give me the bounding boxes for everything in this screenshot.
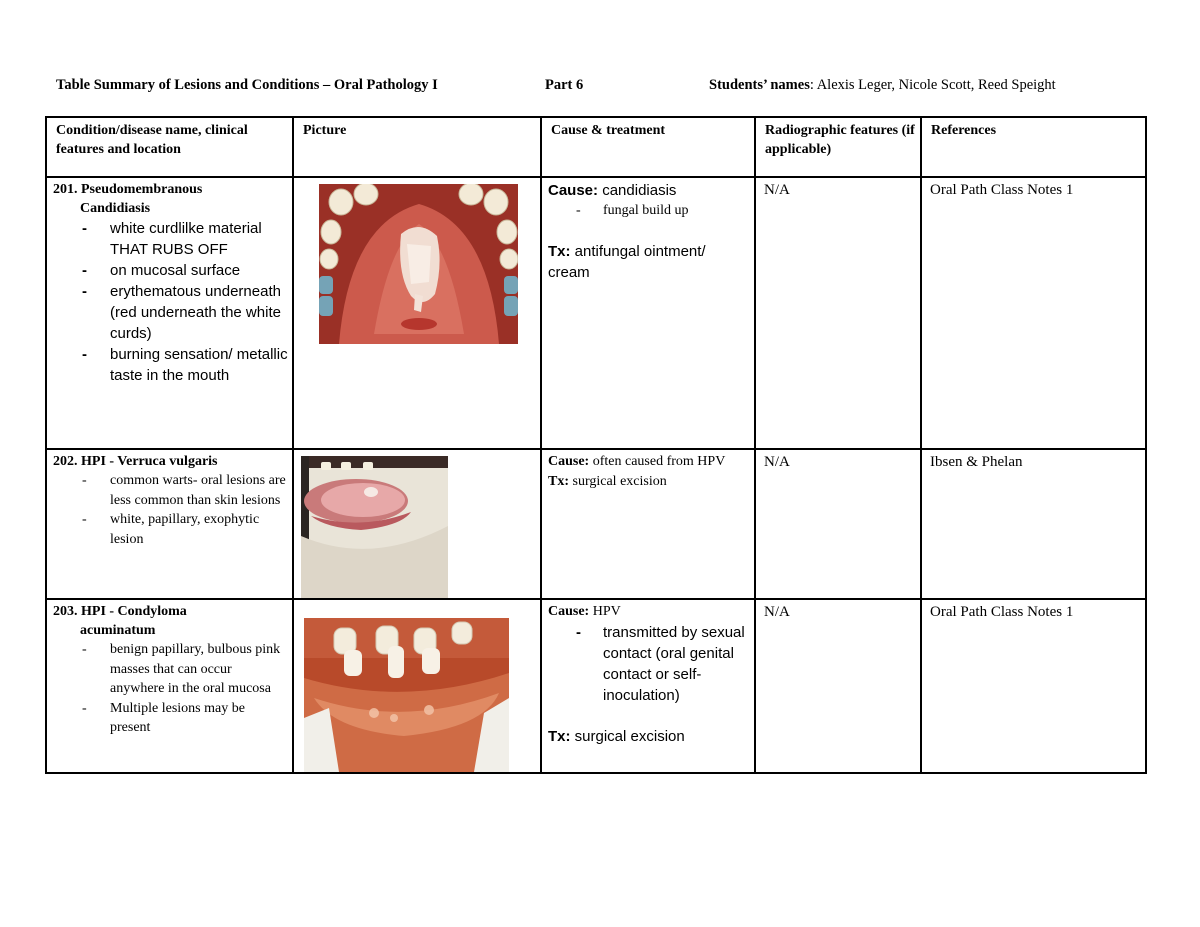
- condition-cell: [46, 599, 293, 773]
- col-header-cause: Cause & treatment: [541, 117, 755, 177]
- cause-cell: Cause: HPV - transmitted by sexual contact (oral genital contact or self- inoculation) Tx: surgical excision: [541, 599, 755, 773]
- students-names: [709, 77, 1056, 94]
- list-item: - common warts- oral lesions are less common than skin lesions: [82, 473, 286, 508]
- lower-lip-condyloma-photo: [304, 618, 509, 772]
- list-item: - white curdlilke material THAT RUBS OFF: [82, 220, 262, 258]
- document-title: Table Summary of Lesions and Conditions – Oral Pathology I: [56, 77, 438, 93]
- list-item: - benign papillary, bulbous pink masses that can occur anywhere in the oral mucosa: [82, 642, 281, 696]
- cause-subitems: [548, 622, 750, 706]
- palate-candidiasis-photo: [319, 184, 518, 344]
- table-header-row: [46, 117, 1146, 177]
- reference-cell: Oral Path Class Notes 1: [921, 599, 1146, 773]
- col-header-radiographic: Radiographic features (if applicable): [755, 117, 921, 177]
- tongue-wart-photo: [301, 456, 448, 598]
- picture-cell: [293, 449, 541, 599]
- feature-list: [53, 640, 288, 738]
- condition-title: 201. Pseudomembranous Candidiasis: [53, 182, 203, 216]
- list-item: - fungal build up: [576, 203, 689, 218]
- condition-title: 202. HPI - Verruca vulgaris: [53, 454, 218, 469]
- radiographic-cell: N/A: [755, 449, 921, 599]
- reference-cell: Oral Path Class Notes 1: [921, 177, 1146, 449]
- cause-cell: Cause: candidiasis - fungal build up Tx: antifungal ointment/ cream: [541, 177, 755, 449]
- picture-cell: [293, 599, 541, 773]
- condition-cell: [46, 177, 293, 449]
- col-header-picture: Picture: [293, 117, 541, 177]
- list-item: - burning sensation/ metallic taste in the mouth: [82, 346, 288, 384]
- list-item: - Multiple lesions may be present: [82, 700, 245, 735]
- col-header-references: References: [921, 117, 1146, 177]
- document-header: [56, 77, 1156, 99]
- radiographic-cell: N/A: [755, 177, 921, 449]
- students-label: Students’ names: [709, 77, 810, 93]
- list-item: - transmitted by sexual contact (oral genital contact or self- inoculation): [576, 623, 745, 704]
- part-label: Part 6: [545, 77, 584, 93]
- students-list: : Alexis Leger, Nicole Scott, Reed Speight: [809, 77, 1056, 93]
- list-item: - erythematous underneath (red underneath the white curds): [82, 283, 281, 342]
- feature-list: [53, 218, 288, 386]
- table-row: [46, 449, 1146, 599]
- reference-cell: Ibsen & Phelan: [921, 449, 1146, 599]
- condition-title: 203. HPI - Condyloma acuminatum: [53, 604, 187, 638]
- list-item: - on mucosal surface: [82, 262, 241, 279]
- picture-cell: [293, 177, 541, 449]
- col-header-condition: Condition/disease name, clinical features and location: [46, 117, 293, 177]
- table-row: [46, 177, 1146, 449]
- cause-subitems: [548, 201, 750, 221]
- condition-cell: [46, 449, 293, 599]
- feature-list: [53, 471, 288, 549]
- cause-cell: Cause: often caused from HPV Tx: surgical excision: [541, 449, 755, 599]
- table-row: [46, 599, 1146, 773]
- lesions-table: [45, 116, 1147, 774]
- list-item: - white, papillary, exophytic lesion: [82, 512, 260, 547]
- radiographic-cell: N/A: [755, 599, 921, 773]
